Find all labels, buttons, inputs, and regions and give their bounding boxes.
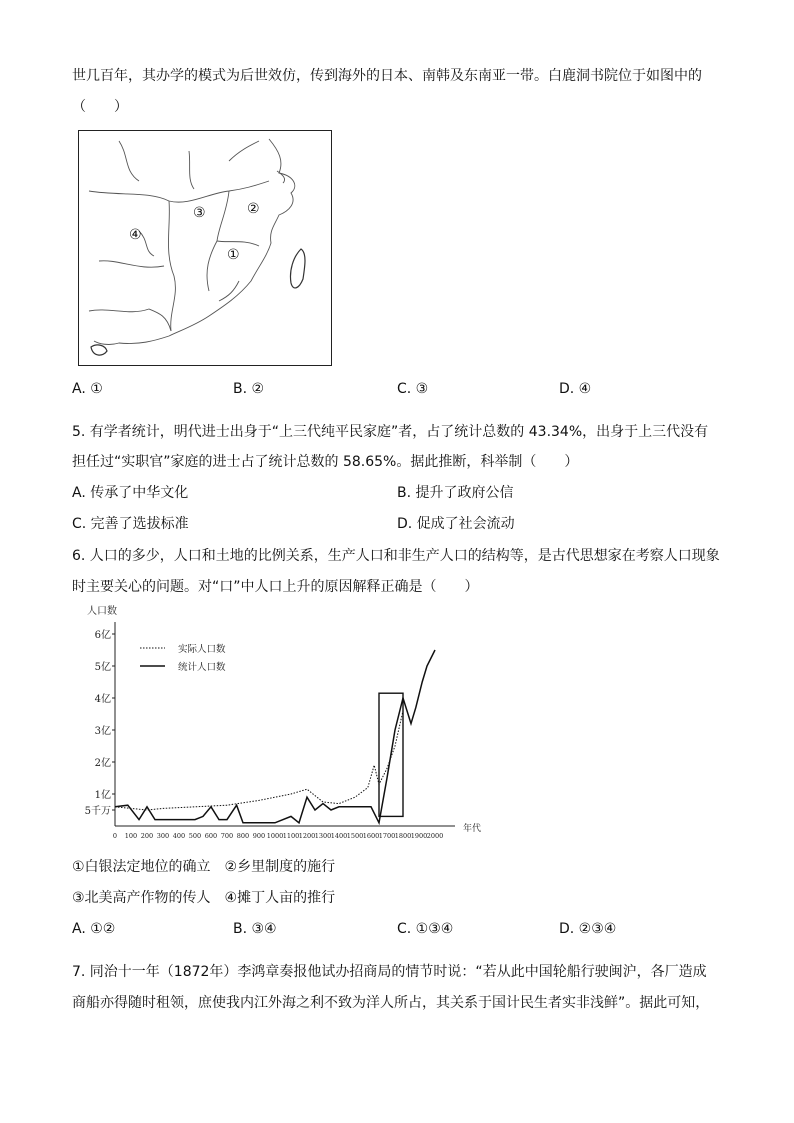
x-tick-label: 900	[252, 832, 266, 840]
population-chart-svg	[70, 600, 490, 850]
x-tick-label: 1300	[314, 832, 332, 840]
q4-text-line1: 世几百年，其办学的模式为后世效仿，传到海外的日本、南韩及东南亚一带。白鹿洞书院位于如图中的	[72, 68, 702, 84]
map-outline-svg	[79, 131, 331, 365]
region-label-4: ④	[129, 227, 142, 243]
q6-items-line1: ①白银法定地位的确立 ②乡里制度的施行	[72, 859, 336, 875]
x-tick-label: 1500	[346, 832, 364, 840]
q6-text-line1: 6. 人口的多少，人口和土地的比例关系，生产人口和非生产人口的结构等，是古代思想家在考察人口现象	[72, 548, 720, 564]
x-axis-title: 年代	[463, 824, 482, 834]
q5-option-c[interactable]: C. 完善了选拔标准	[72, 516, 189, 532]
y-tick-label: 5千万	[84, 806, 111, 817]
series-line-1	[115, 650, 435, 823]
x-tick-label: 100	[124, 832, 138, 840]
q5-text-line2: 担任过“实职官”家庭的进士占了统计总数的 58.65%。据此推断，科举制（ ）	[72, 454, 579, 470]
x-tick-label: 1200	[298, 832, 316, 840]
q7-text-line2: 商船亦得随时租领，庶使我内江外海之利不致为洋人所占，其关系于国计民生者实非浅鲜”。据此可知，	[72, 995, 710, 1011]
q5-option-a[interactable]: A. 传承了中华文化	[72, 485, 189, 501]
legend-label-1: 统计人口数	[178, 662, 226, 673]
q4-option-a[interactable]: A. ①	[72, 381, 103, 397]
y-tick-label: 5亿	[94, 662, 111, 673]
series-line-0	[115, 711, 403, 810]
q5-option-b[interactable]: B. 提升了政府公信	[397, 485, 514, 501]
y-axis-title: 人口数	[87, 606, 117, 617]
q5-text-line1: 5. 有学者统计，明代进士出身于“上三代纯平民家庭”者，占了统计总数的 43.34%，出身于上三代没有	[72, 424, 709, 440]
q6-option-d[interactable]: D. ②③④	[559, 921, 617, 937]
q5-option-d[interactable]: D. 促成了社会流动	[397, 516, 515, 532]
q6-option-c[interactable]: C. ①③④	[397, 921, 454, 937]
population-chart	[70, 600, 490, 850]
q6-option-b[interactable]: B. ③④	[233, 921, 277, 937]
x-tick-label: 200	[140, 832, 154, 840]
x-tick-label: 1400	[330, 832, 348, 840]
q6-text-line2: 时主要关心的问题。对“口”中人口上升的原因解释正确是（ ）	[72, 579, 479, 595]
x-tick-label: 1600	[362, 832, 380, 840]
y-tick-label: 2亿	[94, 758, 111, 769]
x-tick-label: 800	[236, 832, 250, 840]
x-tick-label: 500	[188, 832, 202, 840]
q4-text-line2: （ ）	[72, 99, 128, 115]
y-tick-label: 1亿	[94, 790, 111, 801]
q4-option-b[interactable]: B. ②	[233, 381, 265, 397]
x-tick-label: 300	[156, 832, 170, 840]
q4-option-c[interactable]: C. ③	[397, 381, 429, 397]
q4-option-d[interactable]: D. ④	[559, 381, 592, 397]
q7-text-line1: 7. 同治十一年（1872年）李鸿章奏报他试办招商局的情节时说：“若从此中国轮船行驶闽沪，各厂造成	[72, 964, 707, 980]
x-tick-label: 1800	[394, 832, 412, 840]
legend-label-0: 实际人口数	[178, 644, 226, 655]
y-tick-label: 3亿	[94, 726, 111, 737]
y-tick-label: 4亿	[94, 694, 111, 705]
x-tick-label: 1700	[378, 832, 396, 840]
x-tick-label: 0	[112, 832, 118, 840]
x-tick-label: 1000	[266, 832, 284, 840]
y-tick-label: 6亿	[94, 630, 111, 641]
region-label-2: ②	[247, 201, 260, 217]
x-tick-label: 400	[172, 832, 186, 840]
x-tick-label: 1900	[410, 832, 428, 840]
x-tick-label: 2000	[426, 832, 444, 840]
q6-items-line2: ③北美高产作物的传人 ④摊丁人亩的推行	[72, 890, 336, 906]
q6-option-a[interactable]: A. ①②	[72, 921, 116, 937]
region-label-3: ③	[193, 205, 206, 221]
x-tick-label: 1100	[282, 832, 300, 840]
region-label-1: ①	[227, 247, 240, 263]
x-tick-label: 600	[204, 832, 218, 840]
china-southeast-map	[78, 130, 332, 366]
x-tick-label: 700	[220, 832, 234, 840]
